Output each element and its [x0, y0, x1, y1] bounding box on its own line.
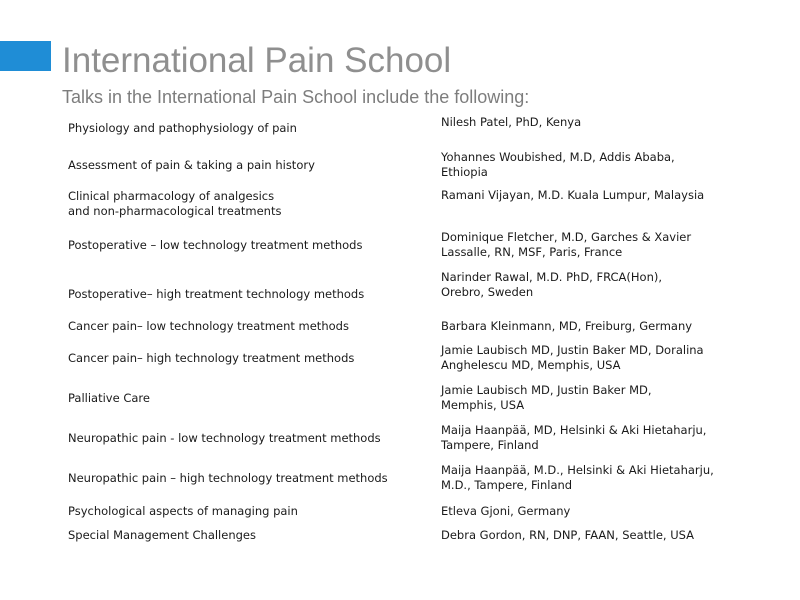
table-row [62, 113, 732, 143]
page-title: International Pain School [62, 41, 452, 80]
talk-speaker: Etleva Gjoni, Germany [441, 503, 571, 518]
talk-topic: Clinical pharmacology of analgesics and non-pharmacological treatments [68, 189, 282, 218]
table-row [62, 525, 732, 545]
talk-topic: Assessment of pain & taking a pain history [68, 157, 315, 172]
table-row [62, 316, 732, 336]
talk-topic: Special Management Challenges [68, 527, 256, 542]
talk-topic: Neuropathic pain – high technology treatment methods [68, 470, 388, 485]
talk-topic: Physiology and pathophysiology of pain [68, 120, 297, 135]
talk-speaker: Narinder Rawal, M.D. PhD, FRCA(Hon), Orebro, Sweden [441, 270, 663, 299]
table-row [62, 381, 732, 415]
talk-topic: Neuropathic pain - low technology treatment methods [68, 430, 381, 445]
table-row [62, 421, 732, 455]
title-accent-bar [0, 41, 51, 71]
talk-speaker: Nilesh Patel, PhD, Kenya [441, 115, 582, 129]
page-subtitle: Talks in the International Pain School include the following: [62, 87, 530, 107]
table-row [62, 461, 732, 495]
talk-speaker: Dominique Fletcher, M.D, Garches & Xavier Lassalle, RN, MSF, Paris, France [441, 230, 692, 259]
table-row [62, 268, 732, 310]
table-row [62, 228, 732, 262]
table-row [62, 341, 732, 375]
table-row [62, 186, 732, 222]
talk-topic: Postoperative – low technology treatment methods [68, 237, 363, 252]
talk-topic: Postoperative– high treatment technology methods [68, 286, 365, 301]
talk-topic: Cancer pain– high technology treatment methods [68, 350, 355, 365]
talk-speaker: Jamie Laubisch MD, Justin Baker MD, Memphis, USA [441, 383, 652, 412]
table-row [62, 147, 732, 183]
talk-speaker: Maija Haanpää, M.D., Helsinki & Aki Hietaharju, M.D., Tampere, Finland [441, 463, 714, 492]
talk-speaker: Ramani Vijayan, M.D. Kuala Lumpur, Malaysia [441, 188, 705, 202]
talk-speaker: Jamie Laubisch MD, Justin Baker MD, Doralina Anghelescu MD, Memphis, USA [441, 343, 704, 372]
talk-speaker: Yohannes Woubished, M.D, Addis Ababa, Ethiopia [441, 150, 675, 179]
table-row [62, 501, 732, 521]
talk-speaker: Debra Gordon, RN, DNP, FAAN, Seattle, USA [441, 527, 695, 542]
talk-topic: Cancer pain– low technology treatment methods [68, 318, 349, 333]
talk-topic: Palliative Care [68, 390, 150, 405]
talk-speaker: Maija Haanpää, MD, Helsinki & Aki Hietaharju, Tampere, Finland [441, 423, 707, 452]
talk-speaker: Barbara Kleinmann, MD, Freiburg, Germany [441, 318, 693, 333]
talk-topic: Psychological aspects of managing pain [68, 503, 298, 518]
